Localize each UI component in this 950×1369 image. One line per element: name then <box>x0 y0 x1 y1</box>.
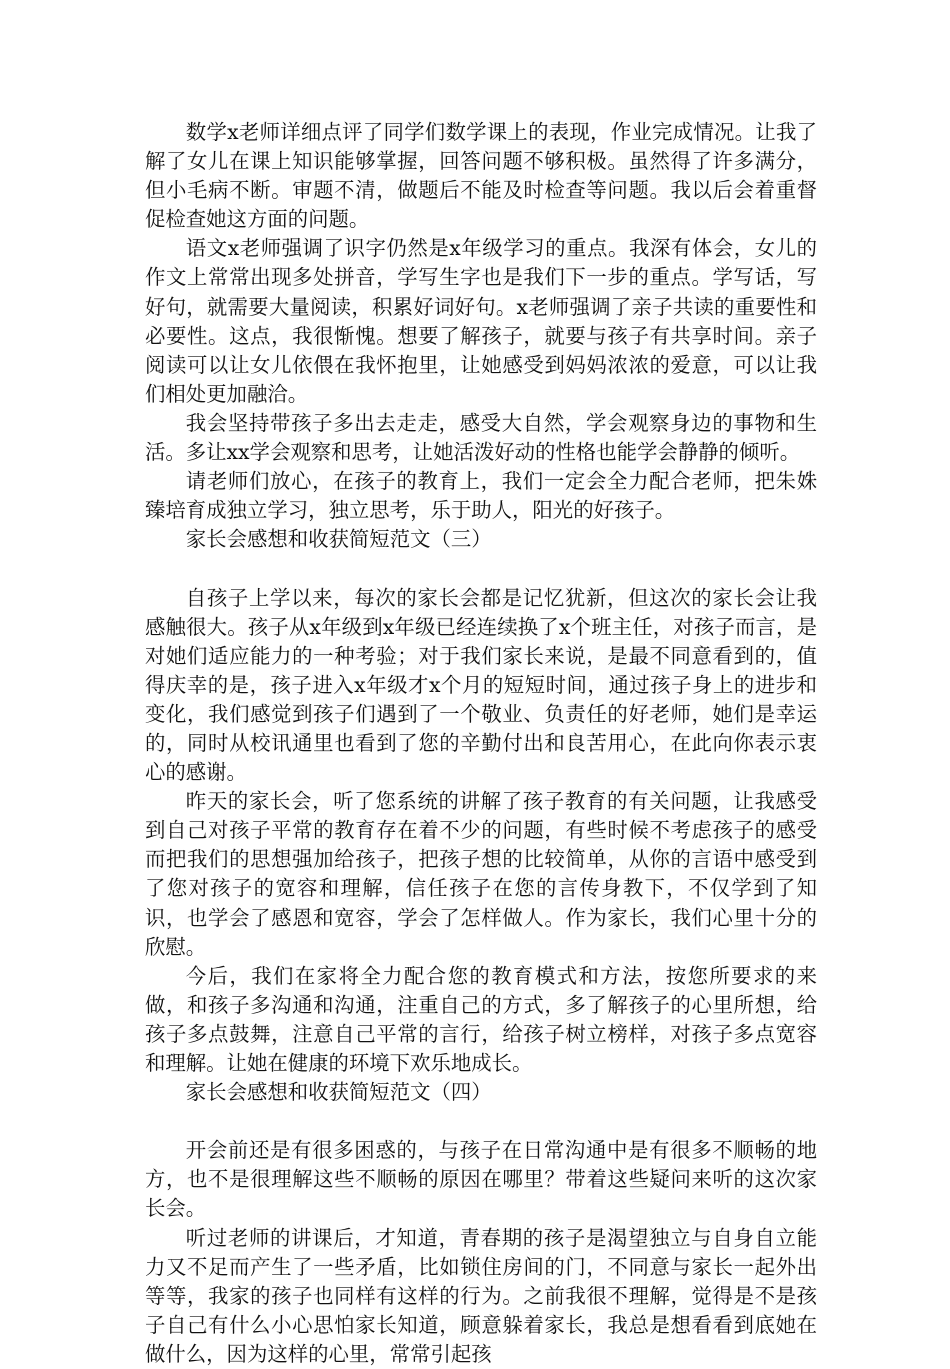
section-heading-four: 家长会感想和收获简短范文（四） <box>185 1080 492 1105</box>
paragraph-nature-walks: 我会坚持带孩子多出去走走，感受大自然，学会观察身边的事物和生活。多让xx学会观察和思考，让她活泼好动的性格也能学会静静的倾听。 <box>145 410 817 465</box>
paragraph-yesterday-meeting: 昨天的家长会，听了您系统的讲解了孩子教育的有关问题，让我感受到自己对孩子平常的教育存在着不少的问题，有些时候不考虑孩子的感受而把我们的思想强加给孩子，把孩子想的比较简单，从你的言语中感受到了您对孩子的宽容和理解，信任孩子在您的言传身教下，不仅学到了知识，也学会了感恩和宽容，学会了怎样做人。作为家长，我们心里十分的欣慰。 <box>145 789 817 959</box>
paragraph-math-teacher: 数学x老师详细点评了同学们数学课上的表现，作业完成情况。让我了解了女儿在课上知识能够掌握，回答问题不够积极。虽然得了许多满分，但小毛病不断。审题不清，做题后不能及时检查等问题。我以后会着重督促检查她这方面的问题。 <box>145 120 817 232</box>
paragraph-before-meeting: 开会前还是有很多困惑的，与孩子在日常沟通中是有很多不顺畅的地方，也不是很理解这些不顺畅的原因在哪里？带着这些疑问来听的这次家长会。 <box>145 1138 817 1221</box>
paragraph-after-lecture: 听过老师的讲课后，才知道，青春期的孩子是渴望独立与自身自立能力又不足而产生了一些矛盾，比如锁住房间的门，不同意与家长一起外出等等，我家的孩子也同样有这样的行为。之前我很不理解，觉得是不是孩子自己有什么小心思怕家长知道，顾意躲着家长，我总是想看看到底她在做什么，因为这样的心里，常常引起孩 <box>145 1225 817 1366</box>
paragraph-promise: 请老师们放心，在孩子的教育上，我们一定会全力配合老师，把朱姝臻培育成独立学习，独立思考，乐于助人，阳光的好孩子。 <box>145 469 817 523</box>
paragraph-chinese-teacher: 语文x老师强调了识字仍然是x年级学习的重点。我深有体会，女儿的作文上常常出现多处拼音，学写生字也是我们下一步的重点。学写话，写好句，就需要大量阅读，积累好词好句。x老师强调了亲子共读的重要性和必要性。这点，我很惭愧。想要了解孩子，就要与孩子有共享时间。亲子阅读可以让女儿依偎在我怀抱里，让她感受到妈妈浓浓的爱意，可以让我们相处更加融洽。 <box>145 236 817 406</box>
blank-line <box>145 554 817 583</box>
document-body <box>145 118 817 1369</box>
blank-line <box>145 1107 817 1136</box>
section-heading-three: 家长会感想和收获简短范文（三） <box>185 527 492 552</box>
paragraph-since-school: 自孩子上学以来，每次的家长会都是记忆犹新，但这次的家长会让我感触很大。孩子从x年级到x年级已经连续换了x个班主任，对孩子而言，是对她们适应能力的一种考验；对于我们家长来说，是最不同意看到的，值得庆幸的是，孩子进入x年级才x个月的短短时间，通过孩子身上的进步和变化，我们感觉到孩子们遇到了一个敬业、负责任的好老师，她们是幸运的，同时从校讯通里也看到了您的辛勤付出和良苦用心，在此向你表示衷心的感谢。 <box>145 585 817 785</box>
paragraph-from-now-on: 今后，我们在家将全力配合您的教育模式和方法，按您所要求的来做，和孩子多沟通和沟通，注重自己的方式，多了解孩子的心里所想，给孩子多点鼓舞，注意自己平常的言行，给孩子树立榜样，对孩子多点宽容和理解。让她在健康的环境下欢乐地成长。 <box>145 963 817 1075</box>
